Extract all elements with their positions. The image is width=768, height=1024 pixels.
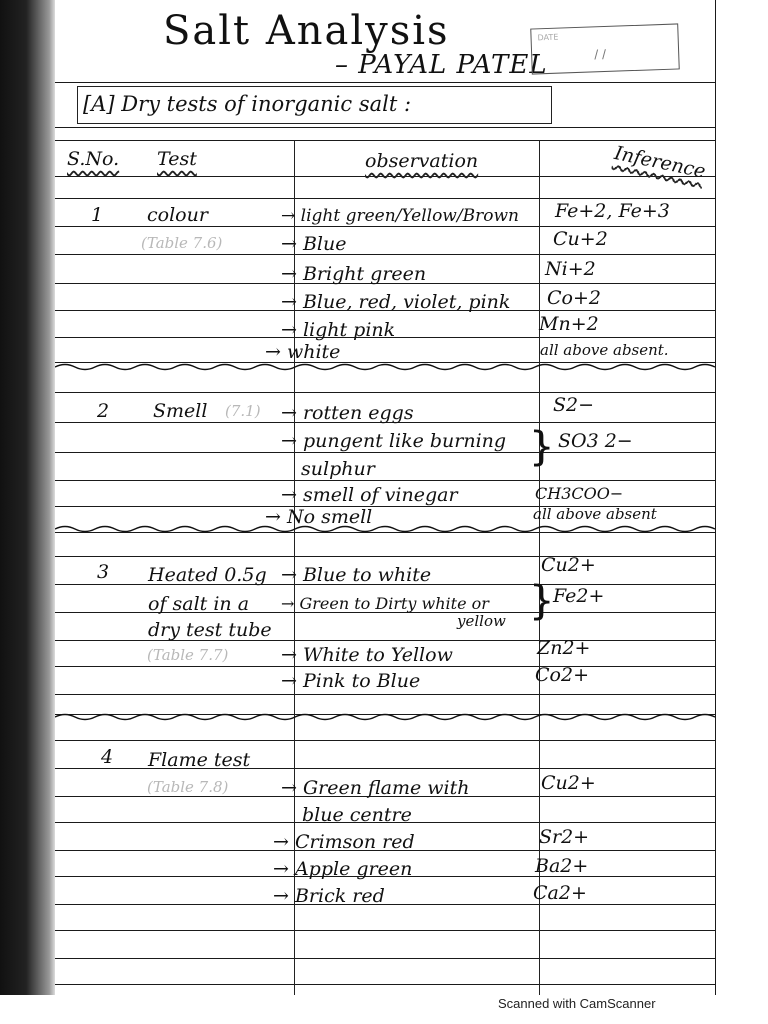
group-3-inf-2: Fe2+: [553, 585, 605, 607]
group-3-obs-5: → Pink to Blue: [281, 670, 421, 692]
group-4-obs-2: blue centre: [302, 804, 412, 826]
group-1-obs-6: → white: [265, 341, 341, 363]
ruled-line: [55, 958, 715, 959]
date-box: [530, 23, 680, 74]
header-observation: observation: [365, 150, 479, 172]
group-3-test-line-2: of salt in a: [148, 593, 250, 615]
ruled-line: [55, 740, 715, 741]
group-1-obs-2: → Blue: [281, 233, 347, 255]
notebook-page: [55, 0, 715, 995]
group-4-obs-4: → Apple green: [273, 858, 413, 880]
group-2-obs-3: sulphur: [301, 458, 375, 480]
group-2-inf-4: CH3COO−: [535, 484, 624, 503]
group-1-test: colour: [147, 204, 208, 226]
group-3-obs-1: → Blue to white: [281, 564, 432, 586]
group-3-obs-2: → Green to Dirty white or: [281, 594, 489, 613]
group-2-obs-4: → smell of vinegar: [281, 484, 458, 506]
header-sno: S.No.: [67, 148, 120, 170]
group-3-obs-3: yellow: [457, 612, 506, 630]
group-2-test: Smell: [153, 400, 208, 422]
group-2-test-note: (7.1): [225, 402, 261, 420]
scanner-watermark: Scanned with CamScanner: [498, 996, 656, 1011]
page-binding-shadow: [0, 0, 58, 995]
group-2-inf-5: all above absent: [533, 505, 657, 523]
group-1-inf-6: all above absent.: [540, 341, 669, 359]
group-1-sno: 1: [91, 204, 104, 226]
group-2-sno: 2: [97, 400, 110, 422]
ruled-line: [55, 140, 715, 141]
group-3-brace: }: [529, 578, 555, 624]
ruled-line: [55, 984, 715, 985]
ruled-line: [55, 127, 715, 128]
ruled-line: [55, 452, 715, 453]
group-separator-1: [55, 362, 715, 372]
date-label: DATE: [537, 32, 559, 43]
ruled-line: [55, 82, 715, 83]
ruled-line: [55, 930, 715, 931]
group-2-inf-1: S2−: [553, 394, 595, 416]
ruled-line: [55, 254, 715, 255]
group-separator-2: [55, 524, 715, 534]
group-3-inf-1: Cu2+: [541, 554, 596, 576]
date-value: / /: [593, 46, 607, 62]
group-4-inf-3: Sr2+: [539, 826, 590, 848]
group-3-test-line-1: Heated 0.5g: [148, 564, 267, 586]
group-1-obs-1: → light green/Yellow/Brown: [281, 206, 519, 226]
group-2-obs-1: → rotten eggs: [281, 402, 414, 424]
group-1-inf-1: Fe+2, Fe+3: [555, 200, 670, 222]
group-4-obs-1: → Green flame with: [281, 777, 470, 799]
group-4-test-note: (Table 7.8): [147, 778, 229, 796]
section-heading: [A] Dry tests of inorganic salt :: [83, 92, 412, 116]
group-3-obs-4: → White to Yellow: [281, 644, 453, 666]
group-1-obs-5: → light pink: [281, 319, 396, 341]
group-1-inf-5: Mn+2: [539, 313, 599, 335]
group-4-inf-5: Ca2+: [533, 882, 587, 904]
ruled-line: [55, 666, 715, 667]
group-2-obs-2: → pungent like burning: [281, 430, 507, 452]
group-4-obs-3: → Crimson red: [273, 831, 415, 853]
ruled-line: [55, 226, 715, 227]
group-1-obs-3: → Bright green: [281, 263, 427, 285]
ruled-line: [55, 556, 715, 557]
ruled-line: [55, 392, 715, 393]
group-4-obs-5: → Brick red: [273, 885, 385, 907]
group-4-inf-1: Cu2+: [541, 772, 596, 794]
group-4-test: Flame test: [148, 749, 251, 771]
ruled-line: [55, 198, 715, 199]
author-name: – PAYAL PATEL: [335, 50, 548, 80]
group-3-inf-4: Zn2+: [537, 637, 591, 659]
group-separator-3: [55, 712, 715, 722]
group-1-inf-3: Ni+2: [545, 258, 596, 280]
group-3-inf-5: Co2+: [535, 664, 589, 686]
group-4-inf-4: Ba2+: [535, 855, 589, 877]
group-3-test-note: (Table 7.7): [147, 646, 229, 664]
group-2-obs-5: → No smell: [265, 506, 373, 528]
group-2-inf-2: SO3 2−: [558, 430, 633, 452]
group-1-inf-4: Co+2: [547, 287, 601, 309]
group-3-test-line-3: dry test tube: [148, 619, 272, 641]
group-4-sno: 4: [101, 746, 114, 768]
group-2-brace: }: [529, 424, 555, 470]
ruled-line: [55, 694, 715, 695]
group-1-inf-2: Cu+2: [553, 228, 608, 250]
group-1-obs-4: → Blue, red, violet, pink: [281, 291, 511, 313]
group-3-sno: 3: [97, 561, 110, 583]
page-title: Salt Analysis: [163, 8, 450, 54]
group-1-test-note: (Table 7.6): [141, 234, 223, 252]
ruled-line: [55, 176, 715, 177]
header-inference: Inference: [612, 142, 708, 183]
ruled-line: [55, 480, 715, 481]
header-test: Test: [157, 148, 197, 170]
ruled-line: [55, 904, 715, 905]
